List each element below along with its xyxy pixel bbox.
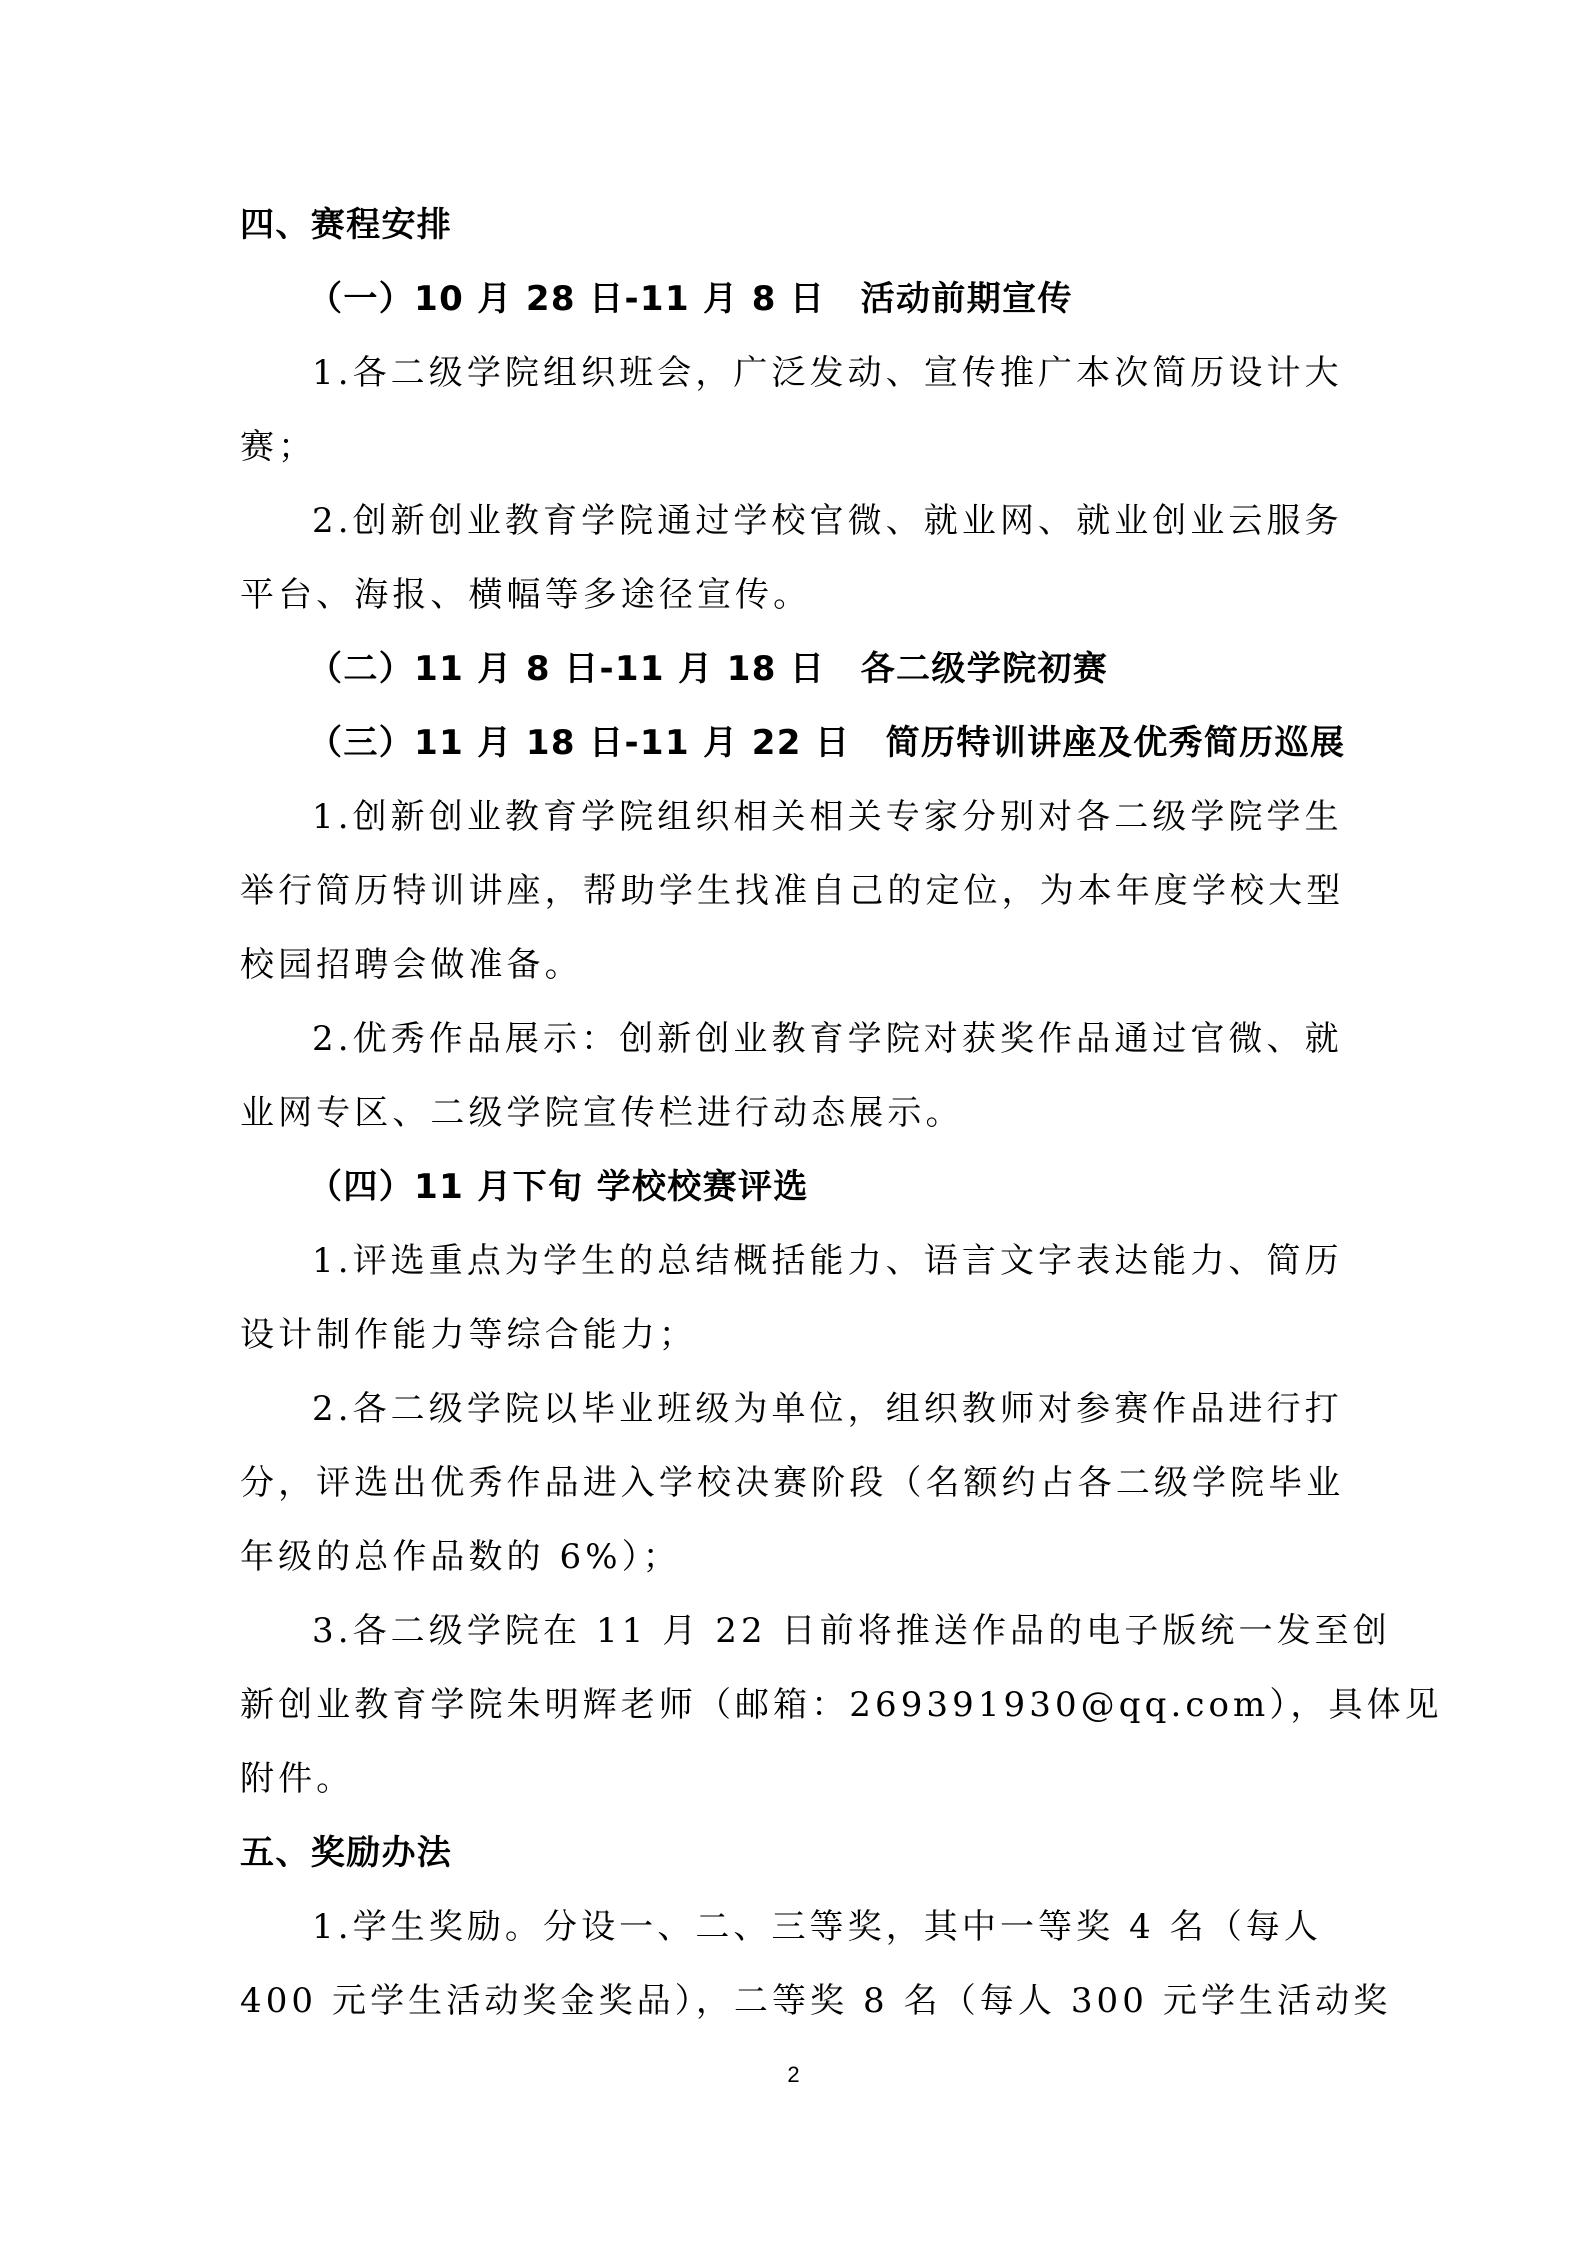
paragraph-line: 新创业教育学院朱明辉老师（邮箱：269391930@qq.com），具体见 bbox=[240, 1685, 1443, 1725]
paragraph-line: 举行简历特训讲座，帮助学生找准自己的定位，为本年度学校大型 bbox=[240, 871, 1345, 911]
paragraph-line: 分，评选出优秀作品进入学校决赛阶段（名额约占各二级学院毕业 bbox=[240, 1463, 1345, 1503]
paragraph-line: 校园招聘会做准备。 bbox=[240, 945, 583, 985]
paragraph-line: 2.创新创业教育学院通过学校官微、就业网、就业创业云服务 bbox=[312, 501, 1343, 541]
paragraph-line: 1.创新创业教育学院组织相关相关专家分别对各二级学院学生 bbox=[312, 797, 1343, 837]
sub-heading: （三）11 月 18 日-11 月 22 日 简历特训讲座及优秀简历巡展 bbox=[308, 723, 1346, 763]
paragraph-line: 年级的总作品数的 6%）； bbox=[240, 1537, 681, 1577]
page-number: 2 bbox=[787, 2062, 800, 2087]
sub-heading: （四）11 月下旬 学校校赛评选 bbox=[308, 1167, 809, 1207]
paragraph-line: 1.学生奖励。分设一、二、三等奖，其中一等奖 4 名（每人 bbox=[312, 1907, 1323, 1947]
section-heading: 四、赛程安排 bbox=[240, 205, 453, 245]
sub-heading: （一）10 月 28 日-11 月 8 日 活动前期宣传 bbox=[308, 279, 1073, 319]
document-page bbox=[240, 188, 1443, 2038]
paragraph-line: 1.各二级学院组织班会，广泛发动、宣传推广本次简历设计大 bbox=[312, 353, 1343, 393]
section-heading: 五、奖励办法 bbox=[240, 1833, 453, 1873]
paragraph-line: 附件。 bbox=[240, 1759, 355, 1799]
paragraph-line: 1.评选重点为学生的总结概括能力、语言文字表达能力、简历 bbox=[312, 1241, 1343, 1281]
paragraph-line: 设计制作能力等综合能力； bbox=[240, 1315, 697, 1355]
paragraph-line: 400 元学生活动奖金奖品），二等奖 8 名（每人 300 元学生活动奖 bbox=[240, 1981, 1392, 2021]
paragraph-line: 2.各二级学院以毕业班级为单位，组织教师对参赛作品进行打 bbox=[312, 1389, 1343, 1429]
sub-heading: （二）11 月 8 日-11 月 18 日 各二级学院初赛 bbox=[308, 649, 1109, 689]
paragraph-line: 2.优秀作品展示：创新创业教育学院对获奖作品通过官微、就 bbox=[312, 1019, 1343, 1059]
paragraph-line: 业网专区、二级学院宣传栏进行动态展示。 bbox=[240, 1093, 964, 1133]
paragraph-line: 平台、海报、横幅等多途径宣传。 bbox=[240, 575, 812, 615]
paragraph-line: 3.各二级学院在 11 月 22 日前将推送作品的电子版统一发至创 bbox=[312, 1611, 1391, 1651]
paragraph-line: 赛； bbox=[240, 427, 317, 467]
